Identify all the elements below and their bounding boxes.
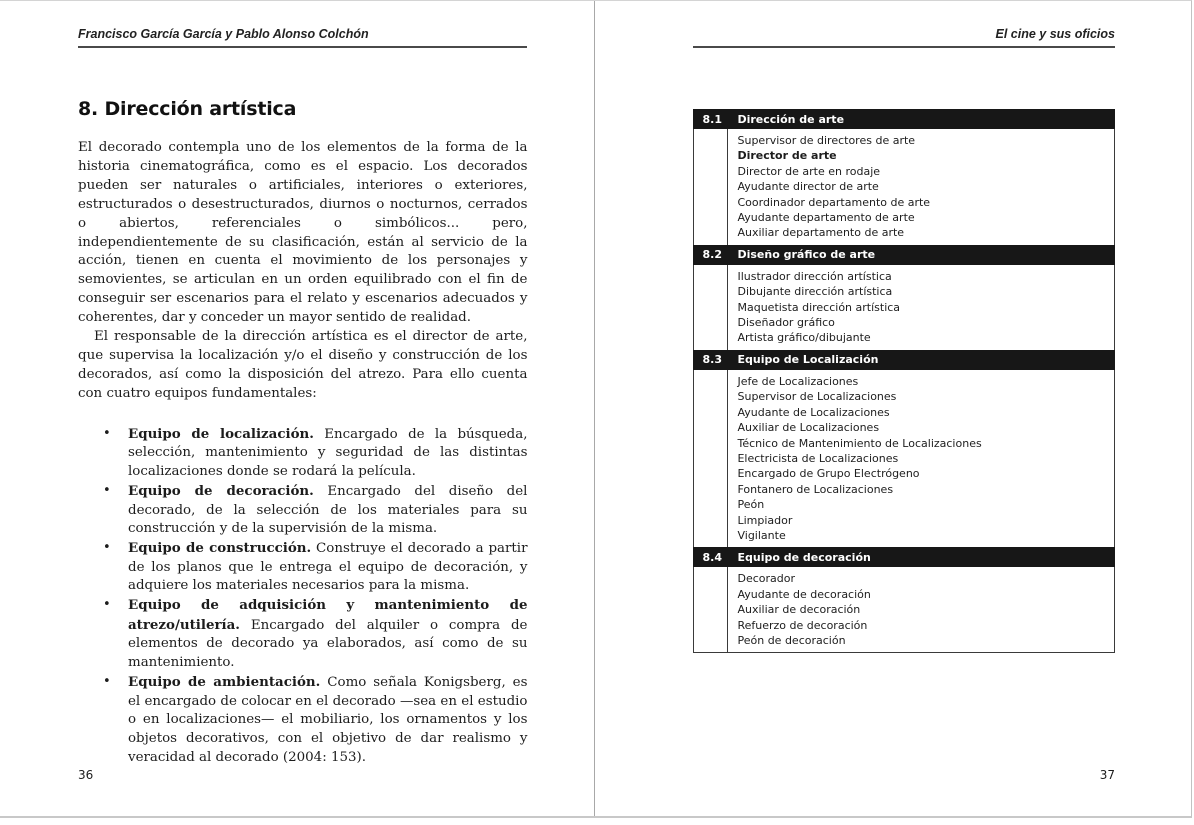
running-head-authors: Francisco García García y Pablo Alonso Colchón [78,27,369,41]
running-head-left [78,27,527,48]
page-number-left: 36 [78,768,94,782]
paragraph-responsable: El responsable de la dirección artística es el director de arte, que supervisa la localización y/o el diseño y construcción de los decorados, así como la disposición del atrezo. Para ello cuenta con cuatro equipos fundamentales: [78,329,528,401]
section-number: 8.4 [702,550,722,564]
table-section-body [694,567,1114,652]
section-title: Diseño gráfico de arte [737,248,876,262]
table-section-body [694,370,1114,547]
section-items [728,370,1114,547]
bullet-text: Encargado de la búsqueda, selección, mantenimiento y seguridad de las distintas localizaciones donde se rodará la película. [128,426,528,480]
role-item: Encargado de Grupo Electrógeno [737,467,920,481]
role-item: Peón de decoración [737,633,846,647]
bullet-text: Encargado del alquiler o compra de elementos de decorado ya elaborados, así como de su mantenimiento. [128,617,528,671]
section-items [728,265,1114,350]
role-item: Electricista de Localizaciones [737,451,899,465]
table-section-body [694,265,1114,350]
role-item: Peón [737,498,765,512]
role-item: Auxiliar de Localizaciones [737,421,880,435]
paragraph-intro: El decorado contempla uno de los elementos de la forma de la historia cinematográfica, como es el espacio. Los decorados pueden ser naturales o artificiales, interiores o exteriores, estructurados o desestructurados, diurnos o nocturnos, cerrados o abiertos, referenciales o simbólicos... pero, independientemente de su clasificación, están al servicio de la acción, tienen en cuenta el movimiento de los personajes y semovientes, se articulan en un orden equilibrado con el fin de conseguir ser escenarios para el relato y escenarios adecuados y coherentes, dar y conceder un mayor sentido de realidad. [78,140,528,326]
role-item: Ayudante departamento de arte [737,211,915,225]
role-item: Auxiliar departamento de arte [737,226,905,240]
bullet-item [78,425,527,482]
role-item: Dibujante dirección artística [737,285,893,299]
bullet-item [78,539,527,596]
table-section-header [693,245,1115,265]
section-title: Equipo de Localización [737,353,879,367]
role-item: Ayudante de decoración [737,587,871,601]
role-item: Limpiador [737,513,793,527]
role-item: Jefe de Localizaciones [737,374,859,388]
bullet-lead: Equipo de adquisición y mantenimiento de atrezo/utilería. [128,597,528,633]
section-items [728,129,1114,245]
bullet-lead: Equipo de localización. [128,425,314,442]
role-item: Supervisor de Localizaciones [737,390,897,404]
bullet-lead: Equipo de decoración. [128,482,314,499]
role-item: Técnico de Mantenimiento de Localizaciones [737,436,982,450]
bullet-lead: Equipo de ambientación. [128,673,321,690]
bullet-text: Como señala Konigsberg, es el encargado de colocar en el decorado —sea en el estudio o en localizaciones— el mobiliario, los ornamentos y los objetos decorativos, con el objetivo de dar realismo y veracidad al decorado (2004: 153). [128,674,528,765]
role-item: Ayudante de Localizaciones [737,405,890,419]
role-item: Diseñador gráfico [737,316,835,330]
section-number: 8.1 [702,112,722,126]
section-number: 8.2 [702,248,722,262]
page-left [0,1,595,816]
role-item: Director de arte [737,149,837,163]
role-item: Artista gráfico/dibujante [737,331,871,345]
page-number-right: 37 [1099,768,1115,782]
table-section-header [693,350,1115,370]
bullet-text: Encargado del diseño del decorado, de la selección de los materiales para su construcción y de la supervisión de la misma. [128,483,528,537]
table-section-body [694,129,1114,245]
running-head-right [693,27,1115,48]
role-item: Director de arte en rodaje [737,164,881,178]
role-item: Refuerzo de decoración [737,618,868,632]
role-item: Supervisor de directores de arte [737,134,916,147]
table-section-header [693,109,1115,129]
role-item: Ilustrador dirección artística [737,269,892,283]
section-number-column [694,265,728,350]
chapter-title: 8. Dirección artística [78,98,297,120]
role-item: Auxiliar de decoración [737,603,861,617]
bullet-item [78,482,527,539]
role-item: Decorador [737,572,795,586]
table-section-header [693,547,1115,567]
roles-table [693,109,1115,653]
role-item: Coordinador departamento de arte [737,195,931,209]
role-item: Maquetista dirección artística [737,300,901,314]
bullet-item [78,596,527,673]
section-items [728,567,1114,652]
section-number-column [694,567,728,652]
running-head-book-title: El cine y sus oficios [995,27,1115,41]
equipment-bullet-list [78,425,527,768]
bullet-text: Construye el decorado a partir de los planos que le entrega el equipo de decoración, y adquiere los materiales necesarios para la misma. [128,540,528,594]
role-item: Ayudante director de arte [737,180,879,194]
section-title: Equipo de decoración [737,550,871,564]
section-number-column [694,370,728,547]
section-number-column [694,129,728,245]
section-number: 8.3 [702,353,722,367]
role-item: Vigilante [737,528,786,542]
role-item: Fontanero de Localizaciones [737,482,894,496]
bullet-lead: Equipo de construcción. [128,539,312,556]
bullet-item [78,673,527,768]
section-title: Dirección de arte [737,112,845,126]
page-right [595,1,1191,816]
